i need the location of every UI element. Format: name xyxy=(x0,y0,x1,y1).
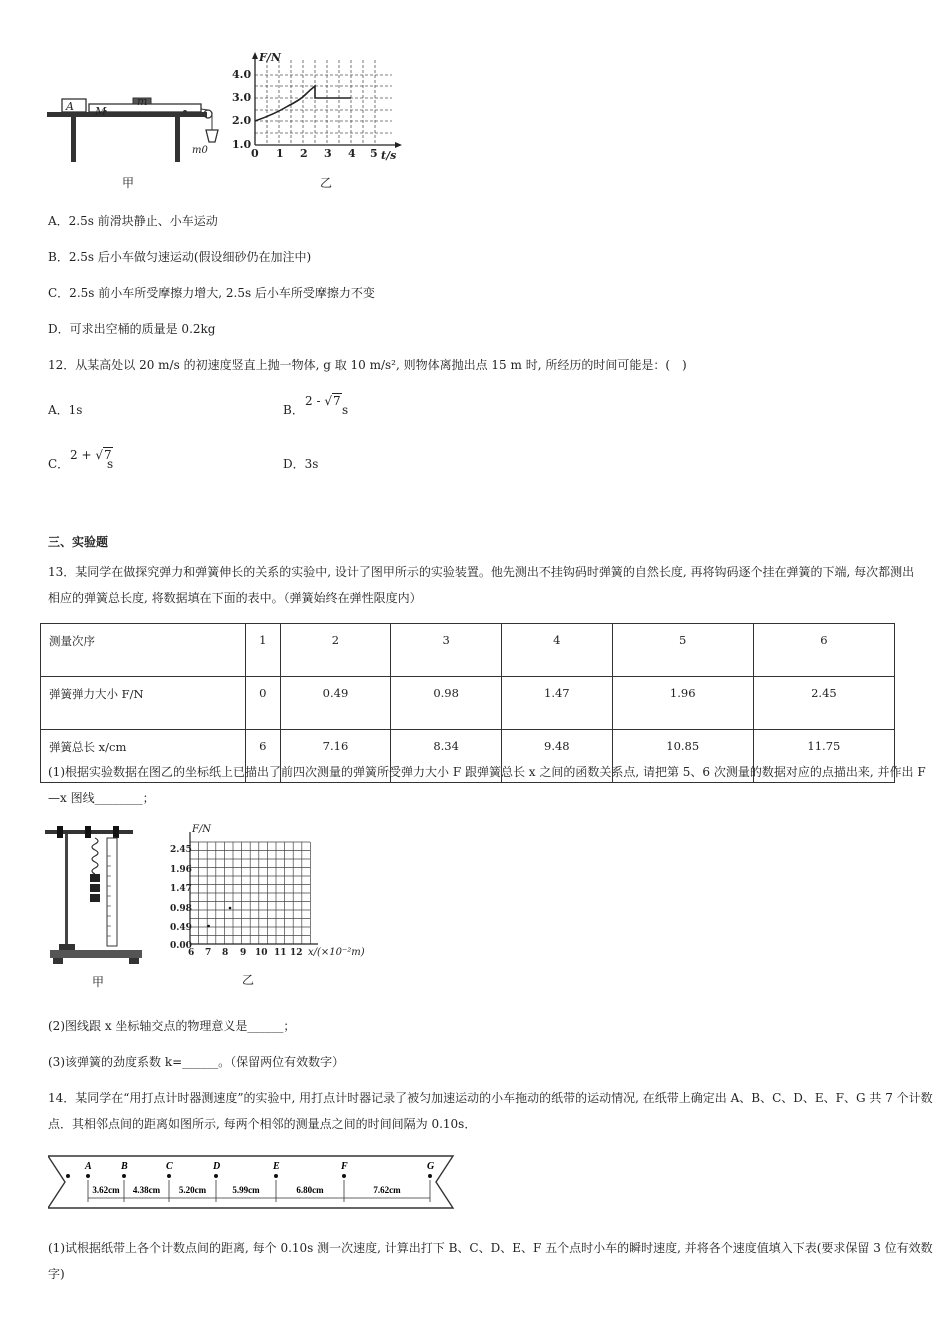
q13-graph-x-tick: 7 xyxy=(205,948,212,958)
tape-point-label: E xyxy=(273,1161,280,1172)
q13-graph-x-tick: 6 xyxy=(188,948,195,958)
q12-option-c-unit: s xyxy=(107,457,114,471)
tape-distance-label: 3.62cm xyxy=(92,1185,120,1195)
fig-top-left-caption: 甲 xyxy=(122,176,135,190)
q13-graph-x-tick: 12 xyxy=(290,948,303,958)
q13-graph-y-tick: 0.49 xyxy=(170,923,192,933)
q13-fig-left-caption: 甲 xyxy=(92,975,105,989)
table-cell: 1 xyxy=(246,624,281,677)
tape-point xyxy=(167,1174,171,1178)
q13-graph-y-tick: 1.47 xyxy=(170,884,192,894)
tape-point xyxy=(428,1174,432,1178)
q12-option-a: A．1s xyxy=(48,403,83,417)
q12-c-lead: 2 + xyxy=(70,448,92,462)
q13-sub1-line2: —x 图线________； xyxy=(48,791,155,805)
table-row-label: 弹簧弹力大小 F/N xyxy=(41,677,246,730)
fig-top-right-caption: 乙 xyxy=(320,176,333,190)
q13-sub3: (3)该弹簧的劲度系数 k=______。（保留两位有效数字） xyxy=(48,1055,345,1069)
tape-point-label: A xyxy=(85,1161,92,1172)
tape-distance-label: 5.20cm xyxy=(178,1185,207,1195)
q13-graph-y-tick: 2.45 xyxy=(170,845,192,855)
q12-option-c-prefix: C． xyxy=(48,457,70,471)
data-point xyxy=(229,907,232,910)
graph-x-tick: 2 xyxy=(300,147,308,160)
label-m0: m0 xyxy=(192,145,208,156)
q14-paper-tape xyxy=(48,1152,463,1212)
table-cell: 9.48 xyxy=(501,730,612,783)
q13-graph-y-tick: 0.98 xyxy=(170,904,192,914)
table-cell: 5 xyxy=(612,624,753,677)
tape-distance-label: 7.62cm xyxy=(373,1185,401,1195)
graph-y-tick: 2.0 xyxy=(232,114,252,127)
q13-data-table xyxy=(40,623,895,783)
table-cell: 6 xyxy=(753,624,894,677)
q13-fig-right-caption: 乙 xyxy=(242,973,255,987)
tape-distance-label: 4.38cm xyxy=(132,1185,161,1195)
table-cell: 1.47 xyxy=(501,677,612,730)
tape-point-label: G xyxy=(427,1161,435,1172)
q14-sub1-line2: 字) xyxy=(48,1267,65,1281)
q13-graph-y-tick: 1.96 xyxy=(170,865,192,875)
graph-x-tick: 1 xyxy=(276,147,284,160)
table-row-label: 弹簧总长 x/cm xyxy=(41,730,246,783)
graph-x-tick: 4 xyxy=(348,147,356,160)
q14-stem-line1: 14．某同学在“用打点计时器测速度”的实验中, 用打点计时器记录了被匀加速运动的小车拖动的纸带的运动情况, 在纸带上确定出 A、B、C、D、E、F、G 共 7 个计数 xyxy=(48,1091,933,1105)
table-cell: 2.45 xyxy=(753,677,894,730)
q11-option-c: C．2.5s 前小车所受摩擦力增大, 2.5s 后小车所受摩擦力不变 xyxy=(48,286,375,300)
q12-stem: 12．从某高处以 20 m/s 的初速度竖直上抛一物体, g 取 10 m/s², 则物体离抛出点 15 m 时, 所经历的时间可能是：( ) xyxy=(48,358,687,372)
q11-option-d: D．可求出空桶的质量是 0.2kg xyxy=(48,322,216,336)
q14-sub1-line1: (1)试根据纸带上各个计数点间的距离, 每个 0.10s 测一次速度, 计算出打下 B、C、D、E、F 五个点时小车的瞬时速度, 并将各个速度值填入下表(要求保留 3 位有效数 xyxy=(48,1241,933,1255)
q13-graph-x-tick: 10 xyxy=(255,948,268,958)
tape-point xyxy=(342,1174,346,1178)
tape-point-label: B xyxy=(121,1161,128,1172)
table-row xyxy=(41,677,895,730)
table-cell: 2 xyxy=(280,624,391,677)
graph-y-tick: 3.0 xyxy=(232,91,252,104)
q13-stem-line1: 13．某同学在做探究弹力和弹簧伸长的关系的实验中, 设计了图甲所示的实验装置。他先测出不挂钩码时弹簧的自然长度, 再将钩码逐个挂在弹簧的下端, 每次都测出 xyxy=(48,565,915,579)
table-cell: 4 xyxy=(501,624,612,677)
table-cell: 8.34 xyxy=(391,730,502,783)
tape-point-label: C xyxy=(166,1161,173,1172)
tape-point-label: D xyxy=(213,1161,221,1172)
table-row xyxy=(41,624,895,677)
table-cell: 0.49 xyxy=(280,677,391,730)
q14-stem-line2: 点．其相邻点间的距离如图所示, 每两个相邻的测量点之间的时间间隔为 0.10s． xyxy=(48,1117,477,1131)
graph-y-tick: 1.0 xyxy=(232,138,252,151)
q12-option-b-prefix: B． xyxy=(283,403,304,417)
q13-sub2: (2)图线跟 x 坐标轴交点的物理意义是______； xyxy=(48,1019,296,1033)
label-m: m xyxy=(137,95,148,108)
label-M: M xyxy=(95,105,107,118)
table-cell: 6 xyxy=(246,730,281,783)
q13-graph-x-tick: 8 xyxy=(222,948,229,958)
q13-graph-x-tick: 9 xyxy=(240,948,247,958)
table-cell: 11.75 xyxy=(753,730,894,783)
sqrt-icon: √7 xyxy=(95,448,112,462)
table-cell: 1.96 xyxy=(612,677,753,730)
data-point xyxy=(207,925,210,928)
q13-fx-graph xyxy=(188,830,318,950)
tape-point xyxy=(86,1174,90,1178)
graph-x-tick: 5 xyxy=(370,147,378,160)
tape-point-label: F xyxy=(341,1161,348,1172)
sqrt-icon: √7 xyxy=(324,394,341,408)
q12-option-d: D．3s xyxy=(283,457,319,471)
table-cell: 10.85 xyxy=(612,730,753,783)
tape-point xyxy=(274,1174,278,1178)
graph-x-tick: 0 xyxy=(251,147,259,160)
q12-b-lead: 2 - xyxy=(305,394,321,408)
graph-y-label: F/N xyxy=(259,51,281,64)
q12-option-b-expr xyxy=(305,393,342,409)
q13-graph-x-tick: 11 xyxy=(274,948,287,958)
graph-x-label: t/s xyxy=(381,149,397,162)
graph-y-tick: 4.0 xyxy=(232,68,252,81)
q13-graph-x-label: x/(×10⁻²m) xyxy=(308,947,365,958)
label-A: A xyxy=(66,100,74,113)
q13-sub1-line1: (1)根据实验数据在图乙的坐标纸上已描出了前四次测量的弹簧所受弹力大小 F 跟弹簧总长 x 之间的函数关系点, 请把第 5、6 次测量的数据对应的点描出来, 并作出 F xyxy=(48,765,926,779)
graph-x-tick: 3 xyxy=(324,147,332,160)
table-cell: 7.16 xyxy=(280,730,391,783)
section-title: 三、实验题 xyxy=(48,535,109,549)
q13-spring-apparatus xyxy=(45,826,150,971)
q13-stem-line2: 相应的弹簧总长度, 将数据填在下面的表中。（弹簧始终在弹性限度内） xyxy=(48,591,422,605)
table-cell: 0.98 xyxy=(391,677,502,730)
q13-graph-y-label: F/N xyxy=(192,824,212,835)
q12-option-b-unit: s xyxy=(342,403,349,417)
q11-option-a: A．2.5s 前滑块静止、小车运动 xyxy=(48,214,218,228)
tape-point xyxy=(214,1174,218,1178)
table-cell: 0 xyxy=(246,677,281,730)
q11-option-b: B．2.5s 后小车做匀速运动(假设细砂仍在加注中) xyxy=(48,250,312,264)
table-row-label: 测量次序 xyxy=(41,624,246,677)
tape-distance-label: 5.99cm xyxy=(232,1185,260,1195)
q13-graph-y-tick: 0.00 xyxy=(170,941,192,951)
table-cell: 3 xyxy=(391,624,502,677)
tape-distance-label: 6.80cm xyxy=(296,1185,324,1195)
tape-point xyxy=(122,1174,126,1178)
